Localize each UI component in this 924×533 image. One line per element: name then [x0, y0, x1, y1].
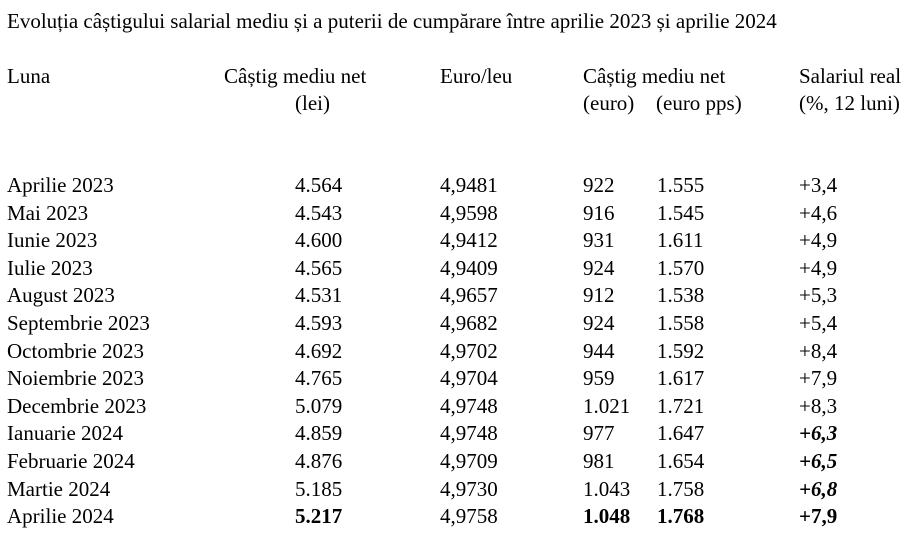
cell-salariul-real: +5,4	[799, 310, 838, 335]
cell-castig-lei: 4.600	[295, 228, 343, 253]
cell-castig-lei: 4.692	[295, 338, 343, 363]
header-salariul-real-unit: (%, 12 luni)	[799, 91, 900, 115]
cell-castig-pps: 1.538	[657, 283, 705, 308]
cell-castig-euro: 981	[583, 448, 615, 473]
cell-castig-lei: 5.185	[295, 476, 343, 501]
cell-castig-euro: 916	[583, 200, 615, 225]
cell-castig-euro: 944	[583, 338, 615, 363]
cell-castig-pps: 1.654	[657, 448, 705, 473]
cell-euro-leu: 4,9682	[440, 310, 498, 335]
cell-castig-lei: 5.217	[295, 504, 343, 529]
cell-luna: Iulie 2023	[7, 255, 93, 280]
cell-castig-euro: 977	[583, 421, 615, 446]
cell-salariul-real: +4,9	[799, 228, 838, 253]
header-castig-lei: Câștig mediu net	[224, 64, 367, 88]
cell-salariul-real: +7,9	[799, 366, 838, 391]
cell-castig-euro: 912	[583, 283, 615, 308]
cell-castig-pps: 1.721	[657, 393, 705, 418]
cell-salariul-real: +4,6	[799, 200, 838, 225]
cell-luna: Septembrie 2023	[7, 310, 150, 335]
header-salariul-real: Salariul real	[799, 64, 902, 88]
cell-salariul-real: +6,8	[799, 476, 838, 501]
page-title: Evoluția câștigului salarial mediu și a puterii de cumpărare între aprilie 2023 și aprilie 2024	[7, 9, 777, 33]
cell-castig-lei: 4.876	[295, 448, 343, 473]
cell-luna: Aprilie 2023	[7, 173, 114, 197]
cell-euro-leu: 4,9748	[440, 421, 498, 446]
cell-salariul-real: +3,4	[799, 173, 838, 197]
header-luna: Luna	[7, 64, 51, 88]
cell-castig-euro: 922	[583, 173, 615, 197]
cell-castig-pps: 1.611	[657, 228, 704, 253]
cell-euro-leu: 4,9709	[440, 448, 498, 473]
cell-castig-pps: 1.647	[657, 421, 705, 446]
header-castig-pps-unit: (euro pps)	[656, 91, 742, 115]
cell-euro-leu: 4,9657	[440, 283, 498, 308]
cell-luna: August 2023	[7, 283, 115, 308]
cell-luna: Octombrie 2023	[7, 338, 145, 363]
cell-castig-euro: 924	[583, 310, 615, 335]
cell-castig-pps: 1.758	[657, 476, 705, 501]
cell-castig-lei: 4.859	[295, 421, 343, 446]
cell-luna: Iunie 2023	[7, 228, 98, 253]
cell-salariul-real: +4,9	[799, 255, 838, 280]
cell-castig-lei: 5.079	[295, 393, 343, 418]
cell-luna: Noiembrie 2023	[7, 366, 145, 391]
cell-castig-pps: 1.558	[657, 310, 705, 335]
cell-castig-lei: 4.531	[295, 283, 343, 308]
cell-salariul-real: +6,5	[799, 448, 838, 473]
cell-castig-lei: 4.593	[295, 310, 343, 335]
cell-salariul-real: +8,3	[799, 393, 838, 418]
cell-castig-pps: 1.768	[657, 504, 705, 529]
cell-salariul-real: +8,4	[799, 338, 838, 363]
cell-salariul-real: +5,3	[799, 283, 838, 308]
header-castig-euro: Câștig mediu net	[583, 64, 726, 88]
cell-luna: Aprilie 2024	[7, 504, 114, 529]
cell-luna: Ianuarie 2024	[7, 421, 124, 446]
cell-luna: Decembrie 2023	[7, 393, 147, 418]
cell-euro-leu: 4,9481	[440, 173, 498, 197]
cell-castig-pps: 1.617	[657, 366, 705, 391]
header-euro-leu: Euro/leu	[440, 64, 513, 88]
cell-castig-euro: 1.021	[583, 393, 631, 418]
cell-euro-leu: 4,9748	[440, 393, 498, 418]
cell-castig-euro: 931	[583, 228, 615, 253]
cell-castig-euro: 924	[583, 255, 615, 280]
cell-castig-lei: 4.765	[295, 366, 343, 391]
cell-euro-leu: 4,9598	[440, 200, 498, 225]
cell-euro-leu: 4,9704	[440, 366, 498, 391]
cell-euro-leu: 4,9730	[440, 476, 498, 501]
cell-euro-leu: 4,9758	[440, 504, 498, 529]
cell-salariul-real: +6,3	[799, 421, 838, 446]
cell-castig-pps: 1.570	[657, 255, 705, 280]
cell-euro-leu: 4,9412	[440, 228, 498, 253]
cell-luna: Mai 2023	[7, 200, 89, 225]
cell-luna: Februarie 2024	[7, 448, 135, 473]
cell-castig-pps: 1.555	[657, 173, 705, 197]
cell-salariul-real: +7,9	[799, 504, 838, 529]
cell-castig-lei: 4.565	[295, 255, 343, 280]
cell-euro-leu: 4,9409	[440, 255, 498, 280]
cell-castig-euro: 1.043	[583, 476, 631, 501]
cell-castig-lei: 4.564	[295, 173, 343, 197]
cell-castig-pps: 1.592	[657, 338, 705, 363]
cell-castig-lei: 4.543	[295, 200, 343, 225]
cell-euro-leu: 4,9702	[440, 338, 498, 363]
cell-castig-euro: 959	[583, 366, 615, 391]
cell-luna: Martie 2024	[7, 476, 111, 501]
header-castig-lei-unit: (lei)	[295, 91, 330, 115]
header-castig-euro-unit: (euro)	[583, 91, 635, 115]
cell-castig-pps: 1.545	[657, 200, 705, 225]
cell-castig-euro: 1.048	[583, 504, 631, 529]
